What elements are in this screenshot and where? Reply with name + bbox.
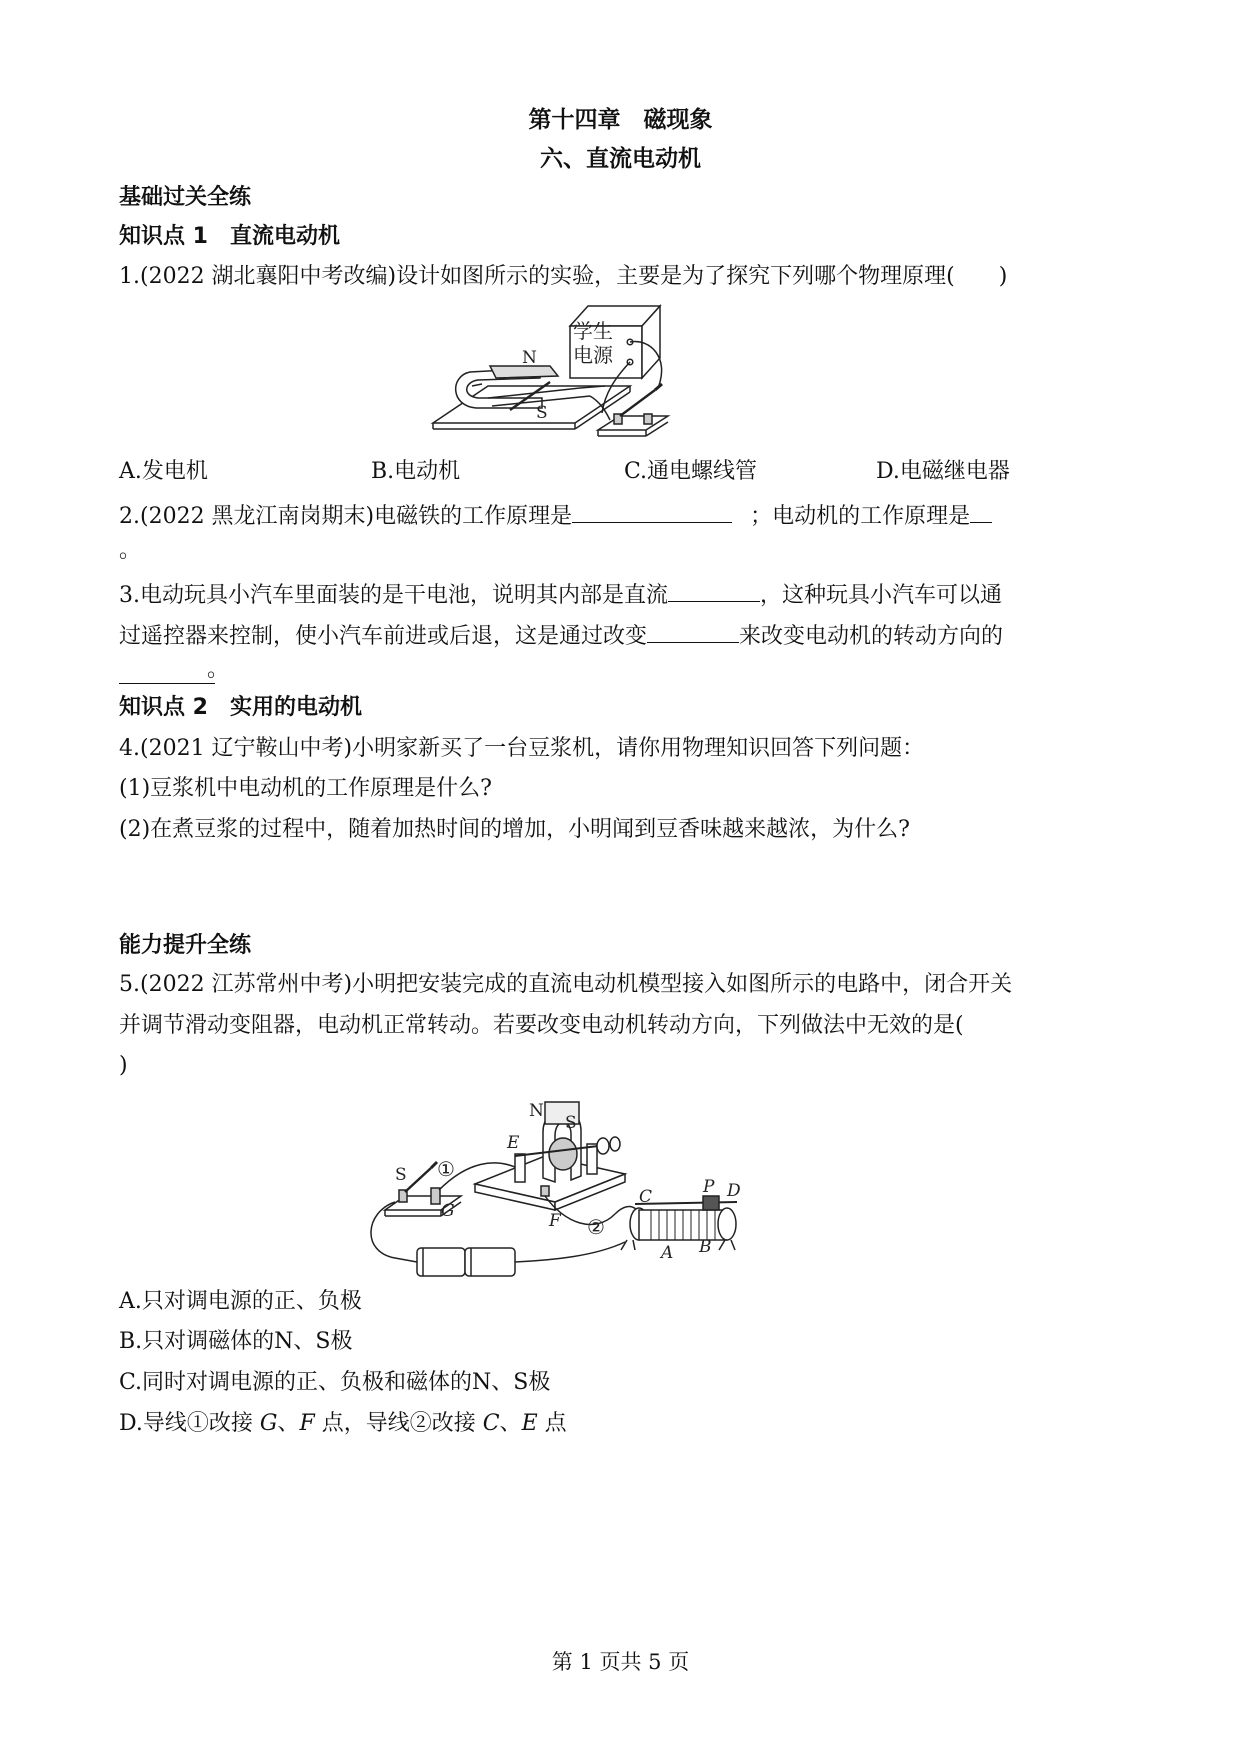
q1-options: [119, 457, 1129, 487]
q5-option-d[interactable]: [119, 1409, 567, 1439]
q5-option-d-g: G: [259, 1411, 278, 1436]
q1-option-b[interactable]: B.电动机: [371, 459, 461, 484]
q1-fig-s-label: S: [536, 403, 548, 423]
q3-blank-2[interactable]: [647, 618, 739, 643]
q2-text-2: ；电动机的工作原理是: [750, 504, 971, 529]
part2-heading: 能力提升全练: [119, 933, 252, 958]
q1-stem: 1.(2022 湖北襄阳中考改编)设计如图所示的实验，主要是为了探究下列哪个物理原理( ): [119, 264, 1008, 289]
kp1-heading: 知识点 1 直流电动机: [119, 224, 340, 249]
q3-end: 。: [207, 657, 230, 682]
q5-fig-switch-label: S: [395, 1165, 407, 1185]
q5-option-d-sep-2: 、: [499, 1411, 522, 1436]
kp2-heading: 知识点 2 实用的电动机: [119, 695, 362, 720]
q1-option-c[interactable]: C.通电螺线管: [624, 459, 758, 484]
q5-line-1: 5.(2022 江苏常州中考)小明把安装完成的直流电动机模型接入如图所示的电路中，闭合开关: [119, 972, 1013, 997]
q3-text-4: 来改变电动机的转动方向的: [739, 624, 1004, 649]
q5-fig-wire1-label: ①: [437, 1157, 455, 1181]
q5-option-a[interactable]: A.只对调电源的正、负极: [119, 1289, 362, 1314]
q5-line-3: ): [119, 1053, 128, 1078]
chapter-title: 第十四章 磁现象: [528, 106, 713, 133]
q5-option-c[interactable]: C.同时对调电源的正、负极和磁体的N、S极: [119, 1370, 551, 1395]
q1-fig-box-label-1: 学生: [573, 319, 613, 343]
q1-fig-n-label: N: [522, 348, 537, 368]
q3-blank-3[interactable]: [119, 657, 230, 684]
q2-blank-1[interactable]: [572, 498, 732, 523]
q5-fig-d-label: D: [727, 1181, 741, 1201]
q5-fig-f-label: F: [549, 1211, 561, 1231]
q2-blank-2[interactable]: [970, 498, 992, 523]
part1-heading: 基础过关全练: [119, 185, 252, 210]
q1-fig-box-label-2: 电源: [573, 343, 613, 367]
q5-option-d-text-2: 点，导线②改接: [314, 1411, 483, 1436]
section-title: 六、直流电动机: [540, 145, 701, 172]
q5-option-d-f: F: [299, 1411, 315, 1436]
q5-fig-s-label: S: [565, 1113, 577, 1133]
q3-text-1: 3.电动玩具小汽车里面装的是干电池，说明其内部是直流: [119, 583, 668, 608]
q3-blank-1[interactable]: [668, 577, 760, 602]
q2-text-1: 2.(2022 黑龙江南岗期末)电磁铁的工作原理是: [119, 504, 573, 529]
q5-fig-e-label: E: [507, 1133, 520, 1153]
q3-line-1: [119, 577, 1002, 611]
q4-sub-2: (2)在煮豆浆的过程中，随着加热时间的增加，小明闻到豆香味越来越浓，为什么?: [119, 817, 910, 842]
q5-fig-c-label: C: [639, 1187, 653, 1207]
q5-option-d-c: C: [482, 1411, 500, 1436]
q5-option-d-text-1: D.导线①改接: [119, 1411, 260, 1436]
q5-fig-p-label: P: [703, 1177, 715, 1197]
q5-option-d-e: E: [521, 1411, 538, 1436]
q3-text-3: 过遥控器来控制，使小汽车前进或后退，这是通过改变: [119, 624, 648, 649]
q5-fig-n-label: N: [529, 1101, 544, 1121]
q4-sub-1: (1)豆浆机中电动机的工作原理是什么?: [119, 776, 492, 801]
q5-fig-g-label: G: [441, 1201, 455, 1221]
q3-line-2: [119, 618, 1003, 652]
q1-option-d[interactable]: D.电磁继电器: [876, 459, 1010, 484]
q3-text-2: ，这种玩具小汽车可以通: [760, 583, 1003, 608]
q5-option-b[interactable]: B.只对调磁体的N、S极: [119, 1329, 353, 1354]
q5-fig-b-label: B: [699, 1237, 712, 1257]
q2-line: [119, 498, 992, 532]
q5-option-d-sep-1: 、: [277, 1411, 300, 1436]
q4-stem: 4.(2021 辽宁鞍山中考)小明家新买了一台豆浆机，请你用物理知识回答下列问题：: [119, 736, 925, 761]
q3-line-3: [119, 657, 230, 693]
q2-end: 。: [119, 538, 142, 563]
q5-figure: [365, 1084, 835, 1286]
q1-option-a[interactable]: A.发电机: [119, 459, 208, 484]
q5-fig-a-label: A: [661, 1243, 674, 1263]
q5-fig-wire2-label: ②: [587, 1215, 605, 1239]
q5-option-d-text-3: 点: [537, 1411, 567, 1436]
q5-line-2: 并调节滑动变阻器，电动机正常转动。若要改变电动机转动方向，下列做法中无效的是(: [119, 1013, 964, 1038]
q1-figure: [430, 298, 760, 448]
page-footer: 第 1 页共 5 页: [551, 1650, 690, 1674]
